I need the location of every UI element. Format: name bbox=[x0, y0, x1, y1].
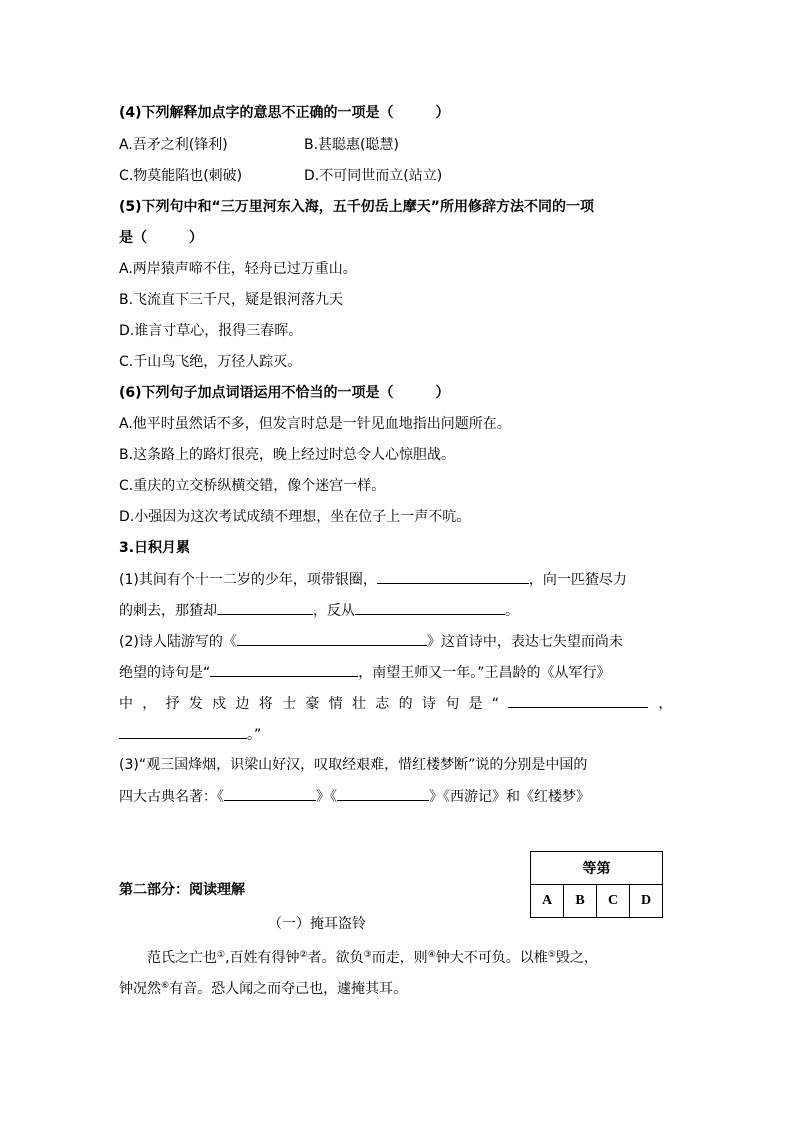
footnote-ref-1: ① bbox=[217, 950, 226, 960]
fill-blank-9[interactable] bbox=[337, 786, 429, 801]
footnote-ref-4: ④ bbox=[427, 950, 436, 960]
footnote-ref-6: ⑥ bbox=[161, 981, 170, 991]
q4-option-d: D.不可同世而立(站立) bbox=[304, 168, 443, 184]
passage-line2 bbox=[119, 976, 407, 999]
s3-q2-line1 bbox=[119, 631, 623, 652]
q4-option-c: C.物莫能陷也(刺破) bbox=[119, 168, 243, 184]
q5-option-b: B.飞流直下三千尺，疑是银河落九天 bbox=[119, 292, 344, 308]
passage-text: 而走，则 bbox=[371, 950, 428, 966]
grade-table bbox=[530, 851, 663, 918]
grade-cell-c[interactable]: C bbox=[597, 885, 630, 918]
q5-stem-line2: 是（ ） bbox=[119, 230, 203, 246]
s3-q2-text3: 绝望的诗句是“ bbox=[119, 665, 211, 681]
q5-stem-line1: (5)下列句中和“三万里河东入海，五千仞岳上摩天”所用修辞方法不同的一项 bbox=[119, 199, 594, 215]
footnote-ref-3: ③ bbox=[363, 950, 372, 960]
passage-text: 有音。恐人闻之而夺己也，遽掩其耳。 bbox=[169, 981, 408, 997]
s3-q2-text1: (2)诗人陆游写的《 bbox=[119, 634, 237, 650]
passage-text: 钟大不可负。以椎 bbox=[435, 950, 548, 966]
fill-blank-3[interactable] bbox=[355, 600, 505, 615]
fill-blank-7[interactable] bbox=[119, 724, 247, 739]
q6-option-d: D.小强因为这次考试成绩不理想，坐在位子上一声不吭。 bbox=[119, 509, 471, 525]
s3-q1-line1 bbox=[119, 569, 627, 590]
q6-option-b: B.这条路上的路灯很亮，晚上经过时总令人心惊胆战。 bbox=[119, 447, 456, 463]
q4-option-a: A.吾矛之利(锋利) bbox=[119, 137, 228, 153]
fill-blank-6[interactable] bbox=[508, 693, 648, 708]
s3-q1-text3: 的刺去，那猹却 bbox=[119, 603, 217, 619]
s3-q2-text4: ，南望王师又一年。”王昌龄的《从军行》 bbox=[358, 665, 611, 681]
s3-q2-line4 bbox=[119, 724, 261, 745]
q5-option-a: A.两岸猿声啼不住，轻舟已过万重山。 bbox=[119, 261, 357, 277]
q4-stem: (4)下列解释加点字的意思不正确的一项是（ ） bbox=[119, 105, 450, 121]
s3-q2-line2 bbox=[119, 662, 611, 683]
grade-cell-d[interactable]: D bbox=[630, 885, 663, 918]
q5-option-c: C.千山鸟飞绝，万径人踪灭。 bbox=[119, 354, 302, 370]
s3-q2-text2: 》这首诗中，表达七失望而尚未 bbox=[426, 634, 623, 650]
q5-option-d: D.谁言寸草心，报得三春晖。 bbox=[119, 323, 303, 339]
s3-q3-line1: (3)“观三国烽烟，识梁山好汉，叹取经艰难，惜红楼梦断”说的分别是中国的 bbox=[119, 757, 588, 773]
passage-text: 钟况然 bbox=[119, 981, 161, 997]
s3-q1-text2: ，向一匹猹尽力 bbox=[528, 572, 627, 588]
fill-blank-4[interactable] bbox=[237, 631, 427, 646]
part2-title: 第二部分：阅读理解 bbox=[119, 882, 245, 898]
fill-blank-2[interactable] bbox=[217, 600, 313, 615]
grade-cell-a[interactable]: A bbox=[531, 885, 564, 918]
s3-q3-text4: 》《西游记》和《红楼梦》 bbox=[429, 789, 590, 805]
fill-blank-5[interactable] bbox=[210, 662, 358, 677]
passage-text: 毁之， bbox=[555, 950, 598, 966]
s3-q3-line2 bbox=[119, 786, 590, 807]
s3-q1-text1: (1)其间有个十一二岁的少年，项带银圈， bbox=[119, 572, 377, 588]
passage-title: （一）掩耳盗铃 bbox=[268, 916, 366, 932]
s3-q3-text2: 四大古典名著：《 bbox=[119, 789, 224, 805]
grade-table-header: 等第 bbox=[531, 852, 663, 885]
s3-q1-text4: ，反从 bbox=[313, 603, 355, 619]
s3-q2-text5: 中，抒发戍边将士豪情壮志的诗句是“ bbox=[119, 696, 509, 712]
footnote-ref-5: ⑤ bbox=[547, 950, 556, 960]
q4-option-b: B.甚聪惠(聪慧) bbox=[304, 137, 399, 153]
passage-line1 bbox=[147, 945, 598, 968]
q6-stem: (6)下列句子加点词语运用不恰当的一项是（ ） bbox=[119, 385, 450, 401]
footnote-ref-2: ② bbox=[299, 950, 308, 960]
q6-option-a: A.他平时虽然话不多，但发言时总是一针见血地指出问题所在。 bbox=[119, 416, 511, 432]
s3-q3-text3: 》《 bbox=[316, 789, 337, 805]
s3-q1-text5: 。 bbox=[505, 603, 519, 619]
passage-text: 者。欲负 bbox=[307, 950, 364, 966]
s3-q2-text6: ， bbox=[658, 696, 673, 712]
s3-q1-line2 bbox=[119, 600, 519, 621]
passage-text: 范氏之亡也 bbox=[147, 950, 217, 966]
passage-text: ,百姓有得钟 bbox=[225, 950, 300, 966]
s3-q2-text7: 。” bbox=[247, 727, 262, 743]
grade-cell-b[interactable]: B bbox=[564, 885, 597, 918]
s3-q2-line3 bbox=[119, 693, 672, 714]
fill-blank-1[interactable] bbox=[377, 569, 529, 584]
q6-option-c: C.重庆的立交桥纵横交错，像个迷宫一样。 bbox=[119, 478, 386, 494]
fill-blank-8[interactable] bbox=[224, 786, 316, 801]
section3-title: 3.日积月累 bbox=[119, 540, 191, 556]
